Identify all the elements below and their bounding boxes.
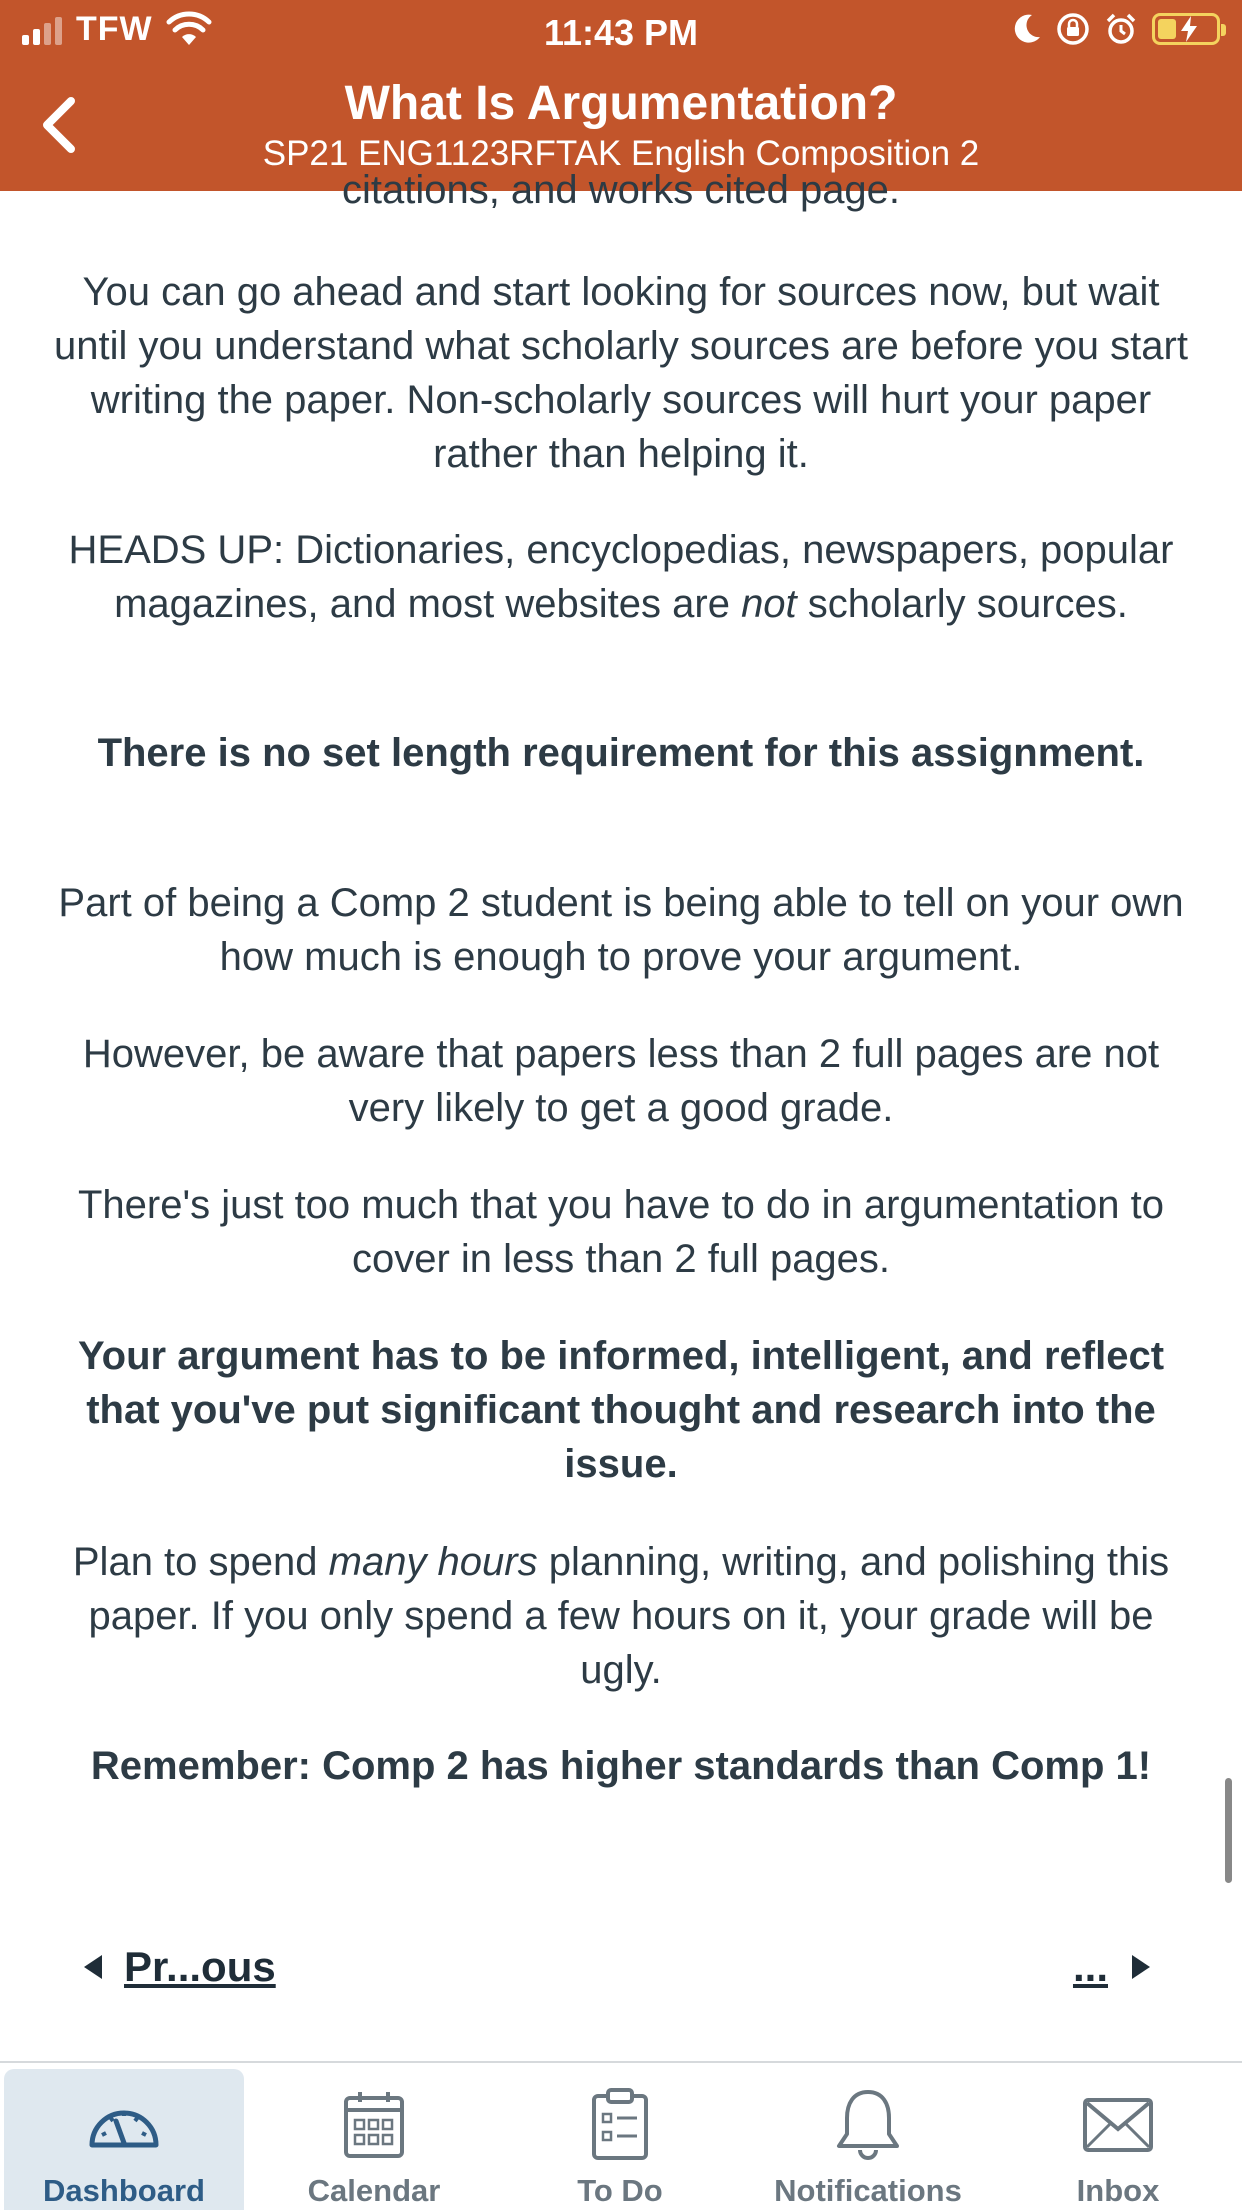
carrier-name: TFW bbox=[76, 10, 153, 48]
scrollbar[interactable] bbox=[1225, 1778, 1232, 1883]
previous-label: Pr...ous bbox=[124, 1943, 276, 1990]
paragraph-plan-hours: Plan to spend many hours planning, writing, and polishing this paper. If you only spend a few hours on it, your grade will be ugly. bbox=[72, 1540, 1170, 1692]
paragraph-heads-up: HEADS UP: Dictionaries, encyclopedias, newspapers, popular magazines, and most websites are not scholarly sources. bbox=[68, 528, 1174, 626]
tab-label-notifications: Notifications bbox=[774, 2173, 962, 2208]
bell-icon bbox=[835, 2088, 901, 2162]
triangle-left-icon bbox=[82, 1954, 104, 1980]
paragraph-remember: Remember: Comp 2 has higher standards than Comp 1! bbox=[90, 1744, 1152, 1788]
tab-calendar[interactable] bbox=[254, 2069, 494, 2210]
next-link[interactable] bbox=[1073, 1943, 1152, 1991]
paragraph-be-aware: However, be aware that papers less than 2 full pages are not very likely to get a good grade. bbox=[82, 1032, 1160, 1130]
tab-notifications[interactable] bbox=[748, 2069, 988, 2210]
orientation-lock-icon bbox=[1056, 12, 1090, 46]
tab-dashboard[interactable] bbox=[4, 2069, 244, 2210]
tab-label-dashboard: Dashboard bbox=[43, 2173, 205, 2208]
calendar-icon bbox=[342, 2090, 406, 2160]
paragraph-informed-argument: Your argument has to be informed, intelligent, and reflect that you've put significant thought and research into the issue. bbox=[77, 1334, 1165, 1486]
triangle-right-icon bbox=[1130, 1954, 1152, 1980]
tab-inbox[interactable] bbox=[998, 2069, 1238, 2210]
cut-off-line: citations, and works cited page. bbox=[341, 168, 901, 212]
battery-icon bbox=[1152, 13, 1220, 45]
tab-label-calendar: Calendar bbox=[307, 2173, 441, 2208]
tab-to-do[interactable] bbox=[500, 2069, 740, 2210]
previous-link[interactable] bbox=[82, 1943, 276, 1991]
paragraph-comp2-student: Part of being a Comp 2 student is being able to tell on your own how much is enough to prove your argument. bbox=[58, 881, 1184, 979]
course-subtitle: SP21 ENG1123RFTAK English Composition 2 bbox=[262, 134, 980, 173]
tab-label-inbox: Inbox bbox=[1076, 2173, 1160, 2208]
page-title: What Is Argumentation? bbox=[344, 77, 898, 130]
moon-icon bbox=[1012, 13, 1042, 45]
clock: 11:43 PM bbox=[543, 12, 699, 53]
module-pager bbox=[0, 1933, 1242, 2003]
dashboard-gauge-icon bbox=[86, 2095, 162, 2155]
clipboard-checklist-icon bbox=[590, 2088, 650, 2162]
tab-label-to-do: To Do bbox=[577, 2173, 663, 2208]
envelope-icon bbox=[1082, 2097, 1154, 2153]
page-content[interactable] bbox=[0, 168, 1242, 2061]
paragraph-sources: You can go ahead and start looking for sources now, but wait until you understand what scholarly sources are before you start writing the paper. Non-scholarly sources will hurt your paper rather than helping it. bbox=[54, 270, 1188, 476]
paragraph-length-requirement: There is no set length requirement for this assignment. bbox=[97, 731, 1145, 775]
tab-bar bbox=[0, 2061, 1242, 2208]
paragraph-too-much: There's just too much that you have to do in argumentation to cover in less than 2 full pages. bbox=[77, 1183, 1165, 1281]
next-label: ... bbox=[1072, 1943, 1108, 1990]
status-bar bbox=[0, 0, 1242, 62]
alarm-icon bbox=[1104, 12, 1138, 46]
